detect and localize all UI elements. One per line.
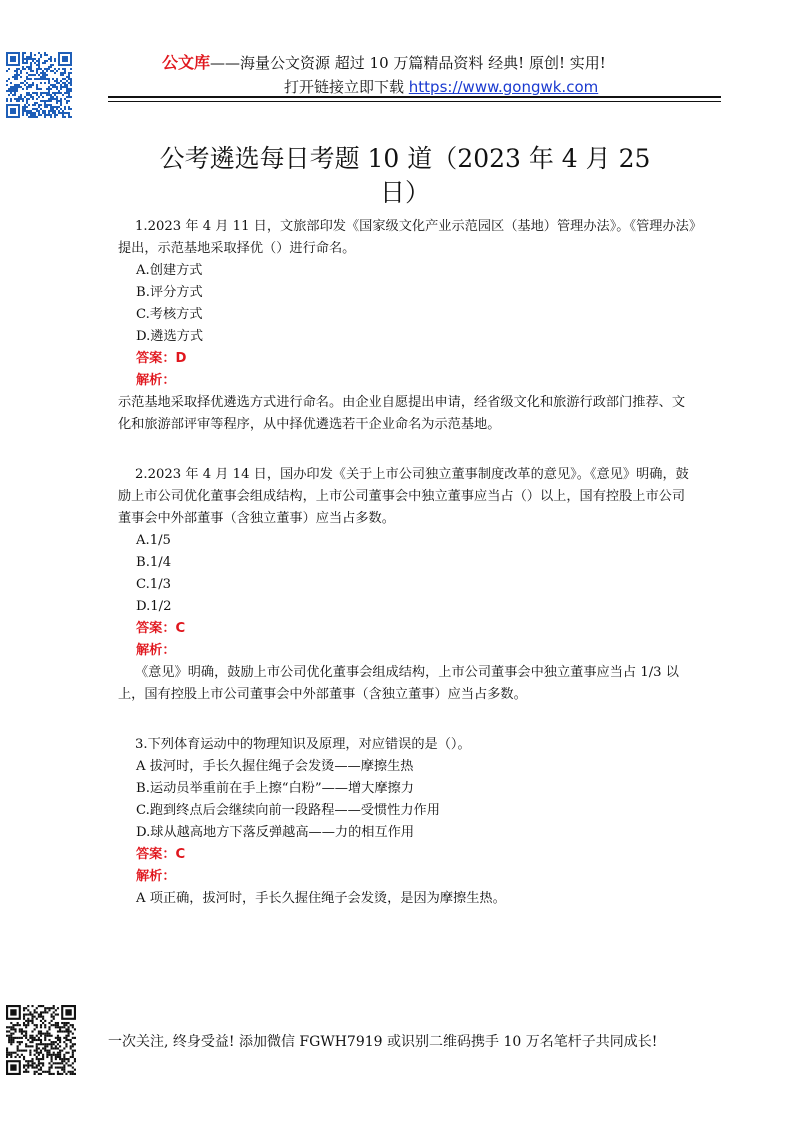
question-stem: 3.下列体育运动中的物理知识及原理，对应错误的是（）。 xyxy=(135,737,471,752)
answer: 答案：C xyxy=(136,847,186,862)
title-line-1: 公考遴选每日考题 10 道（2023 年 4 月 25 xyxy=(159,144,651,173)
footer-text: 一次关注, 终身受益! 添加微信 FGWH7919 或识别二维码携手 10 万名笔杆子共同成长! xyxy=(108,1034,658,1050)
header-divider-thin xyxy=(108,101,721,102)
option-b: B.评分方式 xyxy=(136,285,203,300)
page-title xyxy=(120,142,690,210)
download-text: 打开链接立即下载 xyxy=(284,78,409,96)
analysis-label: 解析： xyxy=(136,373,176,388)
option-a: A 拔河时，手长久握住绳子会发烫——摩擦生热 xyxy=(136,759,414,774)
analysis-text: 《意见》明确，鼓励上市公司优化董事会组成结构，上市公司董事会中独立董事应当占 1/3 以上，国有控股上市公司董事会中外部董事（含独立董事）应当占多数。 xyxy=(118,665,679,702)
answer: 答案：D xyxy=(136,351,187,366)
option-b: B.1/4 xyxy=(136,555,172,570)
analysis-text: A 项正确，拔河时，手长久握住绳子会发烫，是因为摩擦生热。 xyxy=(136,891,506,906)
wechat-qr-code-icon xyxy=(6,1005,76,1075)
analysis-text: 示范基地采取择优遴选方式进行命名。由企业自愿提出申请，经省级文化和旅游行政部门推荐、文化和旅游部评审等程序，从中择优遴选若干企业命名为示范基地。 xyxy=(118,395,686,432)
option-b: B.运动员举重前在手上擦“白粉”——增大摩擦力 xyxy=(136,781,414,796)
question-stem: 1.2023 年 4 月 11 日，文旅部印发《国家级文化产业示范园区（基地）管理办法》。《管理办法》提出，示范基地采取择优（）进行命名。 xyxy=(118,219,696,256)
question-1 xyxy=(118,216,696,436)
option-c: C.1/3 xyxy=(136,577,172,592)
brand-name[interactable]: 公文库 xyxy=(162,53,211,72)
analysis-label: 解析： xyxy=(136,869,176,884)
option-a: A.创建方式 xyxy=(136,263,203,278)
question-stem: 2.2023 年 4 月 14 日，国办印发《关于上市公司独立董事制度改革的意见》。《意见》明确，鼓励上市公司优化董事会组成结构，上市公司董事会中独立董事应当占（）以上，国有控股上市公司董事会中外部董事（含独立董事）应当占多数。 xyxy=(118,467,689,526)
header-tagline-line xyxy=(162,50,606,73)
question-list xyxy=(118,216,696,910)
option-a: A.1/5 xyxy=(136,533,171,548)
analysis-label: 解析： xyxy=(136,643,176,658)
site-link[interactable]: https://www.gongwk.com xyxy=(408,78,599,96)
qr-code-icon xyxy=(6,52,72,118)
option-d: D.遴选方式 xyxy=(136,329,204,344)
header-tagline: ——海量公文资源 超过 10 万篇精品资料 经典! 原创! 实用! xyxy=(210,54,606,72)
option-c: C.跑到终点后会继续向前一段路程——受惯性力作用 xyxy=(136,803,440,818)
title-line-2: 日） xyxy=(379,178,430,207)
option-d: D.1/2 xyxy=(136,599,172,614)
question-2 xyxy=(118,464,696,706)
header-download-line xyxy=(284,76,598,97)
option-d: D.球从越高地方下落反弹越高——力的相互作用 xyxy=(136,825,415,840)
header-divider xyxy=(108,96,721,98)
option-c: C.考核方式 xyxy=(136,307,203,322)
question-3 xyxy=(118,734,696,910)
answer: 答案：C xyxy=(136,621,186,636)
